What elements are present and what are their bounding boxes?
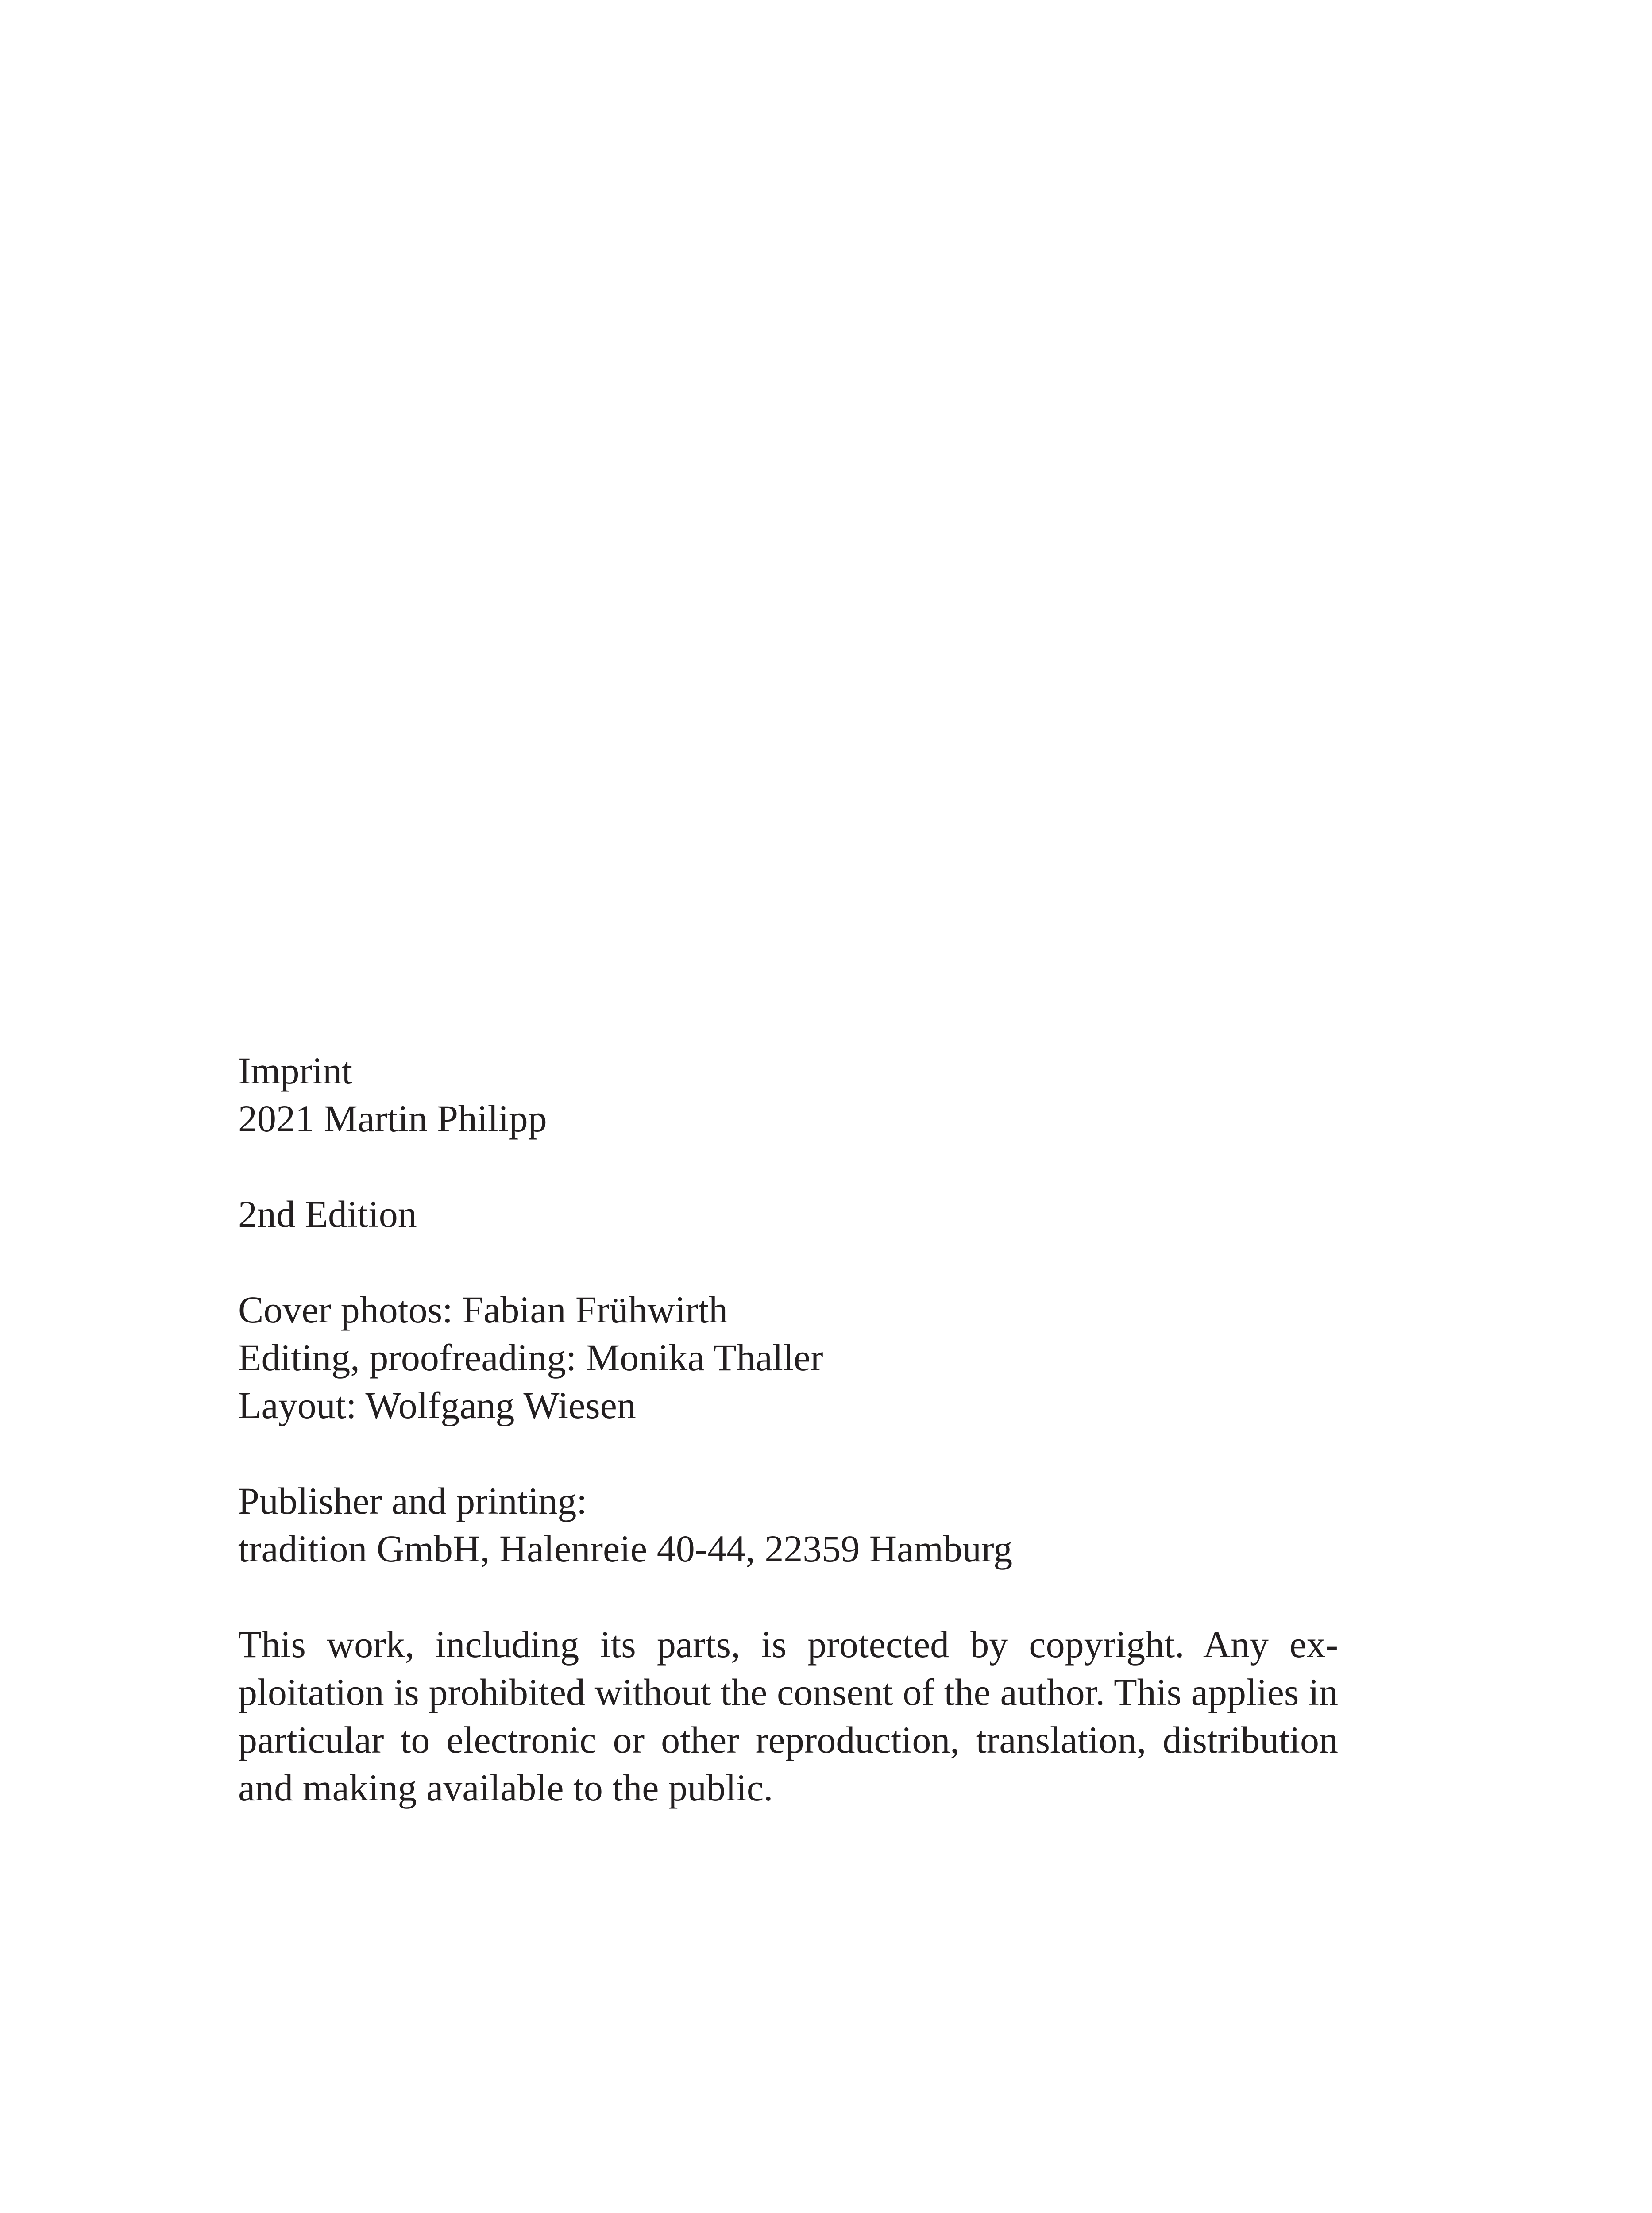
- credit-cover-photos: Cover photos: Fabian Frühwirth: [238, 1288, 728, 1331]
- imprint-heading: Imprint: [238, 1049, 352, 1092]
- edition-block: [238, 1190, 1338, 1238]
- publisher-label: Publisher and printing:: [238, 1480, 587, 1522]
- credit-editing: Editing, proofreading: Monika Thaller: [238, 1336, 823, 1379]
- edition-line: 2nd Edition: [238, 1193, 417, 1235]
- publisher-block: [238, 1477, 1338, 1573]
- legal-notice: This work, including its parts, is protected by copyright. Any exploitation is prohibited without the consent of the author. This applies in particular to electronic or other reproduction, translation, distribution and making available to the public.: [238, 1623, 1338, 1809]
- title-block: [238, 1047, 1338, 1142]
- credit-layout: Layout: Wolfgang Wiesen: [238, 1384, 636, 1426]
- publisher-address: tradition GmbH, Halenreie 40-44, 22359 Hamburg: [238, 1527, 1013, 1570]
- imprint-section: [238, 1047, 1338, 1859]
- credits-block: [238, 1286, 1338, 1429]
- copyright-line: 2021 Martin Philipp: [238, 1097, 547, 1140]
